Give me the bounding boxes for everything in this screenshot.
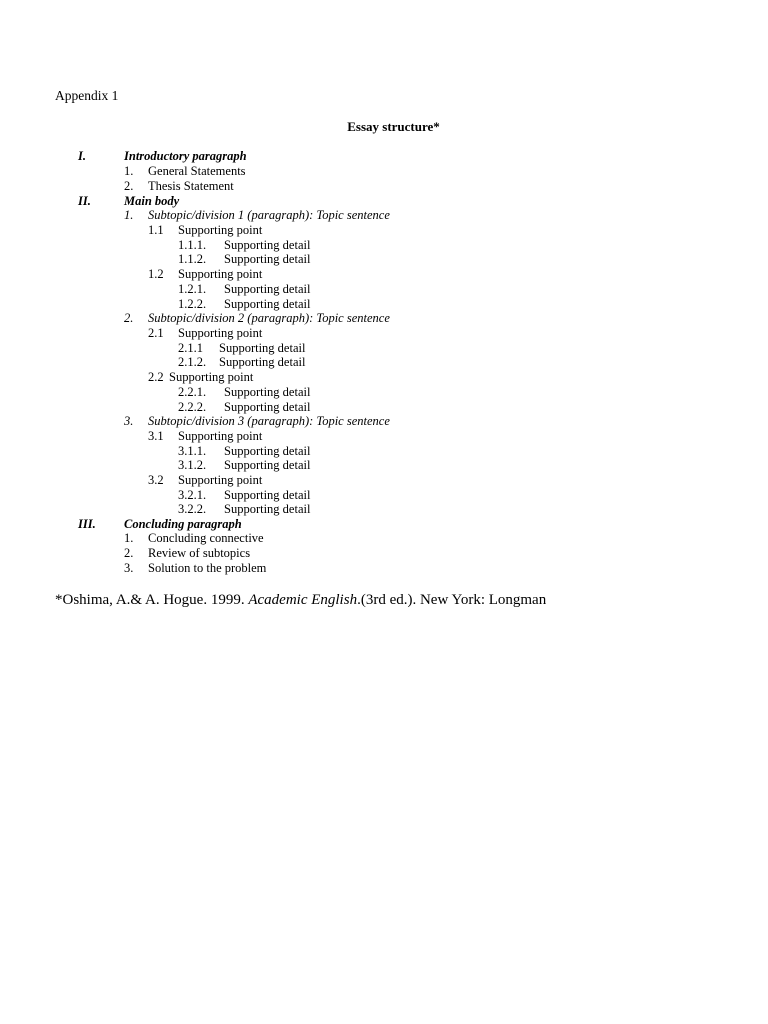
detail-text: Supporting detail [224,281,311,296]
point-text: Supporting point [169,370,254,384]
detail-text: Supporting detail [224,384,311,399]
detail-number: 1.1.2. [178,252,207,266]
detail-number: 1.2.1. [178,281,207,296]
detail-number: 2.2.2. [178,399,207,414]
point-number: 1.2 [148,267,164,281]
section-numeral: I. [78,149,86,163]
subtopic-text: Subtopic/division 3 (paragraph): Topic sentence [148,414,390,428]
detail-number: 3.2.1. [178,487,207,502]
appendix-label: Appendix 1 [55,88,119,103]
item-number: 1. [124,531,134,545]
document-title: Essay structure* [347,119,440,134]
detail-text: Supporting detail [224,458,311,472]
detail-number: 2.2.1. [178,384,207,399]
item-text: Solution to the problem [148,560,267,575]
section-numeral: III. [78,516,96,531]
detail-text: Supporting detail [219,355,306,369]
detail-text: Supporting detail [219,340,306,355]
detail-number: 2.1.1 [178,340,203,355]
detail-text: Supporting detail [224,296,311,311]
point-text: Supporting point [178,325,263,340]
detail-text: Supporting detail [224,399,311,414]
detail-text: Supporting detail [224,237,311,252]
point-text: Supporting point [178,267,263,281]
detail-text: Supporting detail [224,487,311,502]
section-heading: Introductory paragraph [124,149,247,163]
subtopic-text: Subtopic/division 2 (paragraph): Topic sentence [148,311,390,325]
point-number: 1.1 [148,222,164,237]
item-number: 2. [124,546,134,560]
point-number: 2.1 [148,325,164,340]
point-text: Supporting point [178,428,263,443]
citation-authors: *Oshima, A.& A. Hogue. 1999. [55,592,249,608]
subtopic-text: Subtopic/division 1 (paragraph): Topic sentence [148,208,390,222]
item-text: Thesis Statement [148,178,234,193]
section-heading: Concluding paragraph [124,516,242,531]
detail-text: Supporting detail [224,443,311,458]
detail-number: 3.2.2. [178,502,207,516]
detail-number: 2.1.2. [178,355,207,369]
citation-work-title: Academic English [248,592,358,608]
detail-text: Supporting detail [224,252,311,266]
detail-number: 3.1.1. [178,443,207,458]
citation-publication: .(3rd ed.). New York: Longman [357,592,547,608]
point-text: Supporting point [178,222,263,237]
item-number: 3. [124,560,134,575]
section-heading: Main body [124,193,180,208]
subtopic-number: 2. [124,311,134,325]
detail-text: Supporting detail [224,502,311,516]
point-number: 2.2 [148,370,164,384]
point-number: 3.1 [148,428,164,443]
point-number: 3.2 [148,473,164,487]
item-text: General Statements [148,164,246,178]
item-text: Concluding connective [148,531,264,545]
item-number: 1. [124,164,134,178]
detail-number: 1.1.1. [178,237,207,252]
detail-number: 3.1.2. [178,458,207,472]
point-text: Supporting point [178,473,263,487]
detail-number: 1.2.2. [178,296,207,311]
subtopic-number: 1. [124,208,134,222]
item-number: 2. [124,178,134,193]
subtopic-number: 3. [124,414,134,428]
section-numeral: II. [78,193,91,208]
item-text: Review of subtopics [148,546,251,560]
citation [55,591,546,609]
